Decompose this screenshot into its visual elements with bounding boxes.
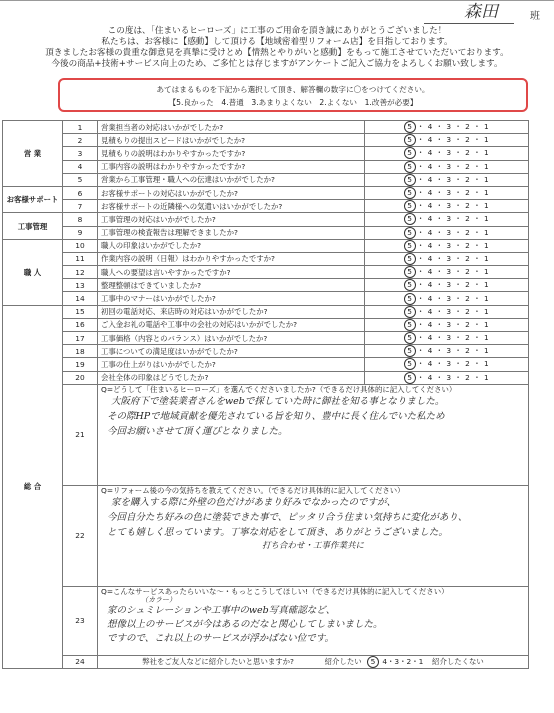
table-row	[3, 147, 529, 160]
circled-score: 5	[404, 240, 416, 252]
circled-score: 5	[404, 319, 416, 331]
question-text: 工事価格（内容とのバランス）はいかがでしたか?	[98, 332, 365, 345]
score-options[interactable]	[365, 252, 529, 265]
score-rest: ・ 4 ・ 3 ・ 2 ・ 1	[416, 280, 490, 290]
score-rest: ・ 4 ・ 3 ・ 2 ・ 1	[416, 161, 490, 171]
team-suffix: 班	[530, 11, 540, 22]
circled-score: 5	[404, 266, 416, 278]
score-rest: ・ 4 ・ 3 ・ 2 ・ 1	[416, 359, 490, 369]
score-options[interactable]	[365, 226, 529, 239]
handwritten-annotation: （カラー）	[141, 595, 176, 604]
score-rest: ・ 4 ・ 3 ・ 2 ・ 1	[416, 267, 490, 277]
circled-score: 5	[404, 200, 416, 212]
question-number: 17	[63, 332, 98, 345]
score-options[interactable]	[365, 292, 529, 305]
score-rest: ・ 4 ・ 3 ・ 2 ・ 1	[416, 293, 490, 303]
score-rest: ・ 4 ・ 3 ・ 2 ・ 1	[416, 135, 490, 145]
question-number: 23	[63, 586, 98, 655]
circled-score: 5	[404, 332, 416, 344]
team-field	[424, 1, 540, 24]
score-rest: ・ 4 ・ 3 ・ 2 ・ 1	[416, 306, 490, 316]
question-text: 工事の仕上がりはいかがでしたか?	[98, 358, 365, 371]
question-number: 2	[63, 134, 98, 147]
question-text: 工事中のマナーはいかがでしたか?	[98, 292, 365, 305]
score-options[interactable]	[365, 239, 529, 252]
referral-question[interactable]	[98, 655, 529, 668]
question-number: 1	[63, 121, 98, 134]
intro-line: 私たちは、お客様に【感動】して頂ける【地域密着型リフォーム店】を目指しております。	[101, 37, 453, 47]
table-row	[3, 292, 529, 305]
question-text: 工事管理の対応はいかがでしたか?	[98, 213, 365, 226]
score-options[interactable]	[365, 147, 529, 160]
question-text: 営業から工事管理・職人への伝達はいかがでしたか?	[98, 173, 365, 186]
circled-score: 5	[404, 253, 416, 265]
question-number: 5	[63, 173, 98, 186]
table-row	[3, 252, 529, 265]
score-rest: ・ 4 ・ 3 ・ 2 ・ 1	[416, 319, 490, 329]
question-text: 工事についての満足度はいかがでしたか?	[98, 345, 365, 358]
question-text: 見積もりの説明はわかりやすかったですか?	[98, 147, 365, 160]
score-rest: ・ 4 ・ 3 ・ 2 ・ 1	[416, 253, 490, 263]
question-number: 21	[63, 384, 98, 485]
circled-score: 5	[404, 187, 416, 199]
question-text: 初回の電話対応、来店時の対応はいかがでしたか?	[98, 305, 365, 318]
category-kanri: 工事管理	[3, 213, 63, 239]
table-row	[3, 332, 529, 345]
circled-score: 5	[367, 656, 379, 668]
score-options[interactable]	[365, 213, 529, 226]
score-rest: ・ 4 ・ 3 ・ 2 ・ 1	[416, 240, 490, 250]
handwritten-answer: 家のシュミレーションや工事中のweb写真確認など、	[107, 604, 336, 616]
circled-score: 5	[404, 134, 416, 146]
score-options[interactable]	[365, 305, 529, 318]
score-options[interactable]	[365, 121, 529, 134]
circled-score: 5	[404, 306, 416, 318]
handwritten-answer: 想像以上のサービスが今はあるのだなと関心してしまいました。	[107, 618, 383, 630]
score-rest: ・ 4 ・ 3 ・ 2 ・ 1	[416, 214, 490, 224]
question-number: 22	[63, 485, 98, 586]
handwritten-answer: その際HPで地域貢献を優先されている旨を知り、豊中に長く住んでいた私ため	[107, 410, 445, 422]
question-text: 職人の印象はいかがでしたか?	[98, 239, 365, 252]
free-answer-21[interactable]	[98, 384, 529, 485]
circled-score: 5	[404, 161, 416, 173]
table-row	[3, 226, 529, 239]
score-options[interactable]	[365, 160, 529, 173]
question-text: 見積もりの提出スピードはいかがでしたか?	[98, 134, 365, 147]
table-row	[3, 279, 529, 292]
question-number: 20	[63, 371, 98, 384]
question-number: 13	[63, 279, 98, 292]
referral-yes-label: 紹介したい	[324, 656, 362, 666]
circled-score: 5	[404, 358, 416, 370]
intro-line: この度は、「住まいるヒーローズ」に工事のご用命を頂き誠にありがとうございました！	[107, 26, 447, 36]
free-question-text: Q=リフォーム後の今の気持ちを教えてください。（できるだけ具体的に記入してください）	[101, 485, 405, 495]
score-options[interactable]	[365, 186, 529, 199]
score-options[interactable]	[365, 200, 529, 213]
table-row	[3, 173, 529, 186]
score-options[interactable]	[365, 345, 529, 358]
table-row	[3, 266, 529, 279]
table-row	[3, 239, 529, 252]
score-options[interactable]	[365, 173, 529, 186]
rating-legend: 【5.良かった 4.普通 3.あまりよくない 2.よくない 1.改善が必要】	[168, 98, 418, 107]
circled-score: 5	[404, 121, 416, 133]
table-row	[3, 371, 529, 384]
intro-line: 頂きましたお客様の貴重な御意見を真摯に受けとめ【情熱とやりがいと感動】をもって施工させていただいております。	[45, 48, 509, 58]
free-answer-23[interactable]	[98, 586, 529, 655]
intro-line: 今後の商品+技術+サービス向上のため、ご多忙とは存じますがアンケートご記入ご協力をよろしくお願い致します。	[51, 59, 503, 69]
free-answer-row-22	[3, 485, 529, 586]
question-number: 10	[63, 239, 98, 252]
score-rest: ・ 4 ・ 3 ・ 2 ・ 1	[416, 148, 490, 158]
question-number: 9	[63, 226, 98, 239]
referral-no-label: 紹介したくない	[432, 656, 484, 666]
question-number: 14	[63, 292, 98, 305]
category-support: お客様サポート	[3, 186, 63, 212]
question-text: 工事内容の説明はわかりやすかったですか?	[98, 160, 365, 173]
table-row	[3, 186, 529, 199]
table-row	[3, 318, 529, 331]
question-number: 11	[63, 252, 98, 265]
table-row	[3, 160, 529, 173]
score-rest: ・ 4 ・ 3 ・ 2 ・ 1	[416, 174, 490, 184]
question-number: 24	[63, 655, 98, 668]
question-text: ご入金お礼の電話や工事中の会社の対応はいかがでしたか?	[98, 318, 365, 331]
question-text: 営業担当者の対応はいかがでしたか?	[98, 121, 365, 134]
circled-score: 5	[404, 227, 416, 239]
question-text: 会社全体の印象はどうでしたか?	[98, 371, 365, 384]
question-text: お客様サポートの対応はいかがでしたか?	[98, 186, 365, 199]
handwritten-answer: ですので、これ以上のサービスが浮かばない位です。	[107, 632, 335, 644]
score-options[interactable]	[365, 358, 529, 371]
intro-text	[0, 26, 554, 70]
score-options[interactable]	[365, 332, 529, 345]
question-number: 4	[63, 160, 98, 173]
score-options[interactable]	[365, 318, 529, 331]
free-answer-row-23	[3, 586, 529, 655]
question-text: お客様サポートの近隣様への気遣いはいかがでしたか?	[98, 200, 365, 213]
question-text: 工事管理の検査報告は理解できましたか?	[98, 226, 365, 239]
instruction-box	[58, 78, 528, 112]
free-question-text: Q=どうして「住まいるヒーローズ」を選んでくださいましたか?（できるだけ具体的に記入してください）	[101, 384, 457, 394]
table-row	[3, 305, 529, 318]
question-text: 職人への要望は言いやすかったですか?	[98, 266, 365, 279]
score-rest: ・ 4 ・ 3 ・ 2 ・ 1	[416, 201, 490, 211]
circled-score: 5	[404, 372, 416, 384]
question-number: 6	[63, 186, 98, 199]
referral-row	[3, 655, 529, 668]
referral-score-rest: 4・3・2・1	[382, 656, 424, 666]
table-row	[3, 134, 529, 147]
circled-score: 5	[404, 213, 416, 225]
category-shokunin: 職 人	[3, 239, 63, 305]
handwritten-answer: 今回お願いさせて頂く運びとなりました。	[107, 425, 288, 437]
circled-score: 5	[404, 293, 416, 305]
circled-score: 5	[404, 147, 416, 159]
score-options[interactable]	[365, 279, 529, 292]
referral-question-text: 弊社をご友人などに紹介したいと思いますか?	[142, 656, 294, 666]
table-row	[3, 200, 529, 213]
question-number: 8	[63, 213, 98, 226]
handwritten-answer: 家を購入する際に外壁の色だけがあまり好みでなかったのですが、	[111, 496, 397, 508]
question-number: 12	[63, 266, 98, 279]
free-answer-22[interactable]	[98, 485, 529, 586]
circled-score: 5	[404, 345, 416, 357]
score-options[interactable]	[365, 266, 529, 279]
free-question-text: Q=こんなサービスあったらいいな～・もっとこうしてほしい!（できるだけ具体的に記入してください）	[101, 586, 449, 596]
team-name-handwritten: 森田	[424, 1, 514, 24]
score-rest: ・ 4 ・ 3 ・ 2 ・ 1	[416, 346, 490, 356]
score-rest: ・ 4 ・ 3 ・ 2 ・ 1	[416, 188, 490, 198]
handwritten-note: 打ち合わせ・工事作業共に	[261, 540, 364, 551]
score-rest: ・ 4 ・ 3 ・ 2 ・ 1	[416, 372, 490, 382]
question-number: 3	[63, 147, 98, 160]
handwritten-answer: とても嬉しく思っています。丁寧な対応をして頂き、ありがとうございました。	[107, 526, 448, 538]
question-number: 19	[63, 358, 98, 371]
category-eigyo: 営 業	[3, 121, 63, 187]
question-number: 7	[63, 200, 98, 213]
circled-score: 5	[404, 279, 416, 291]
instruction-line: あてはまるものを下記から選択して頂き、解答欄の数字に〇をつけてください。	[156, 85, 430, 94]
table-row	[3, 121, 529, 134]
circled-score: 5	[404, 174, 416, 186]
free-answer-row-21	[3, 384, 529, 485]
score-options[interactable]	[365, 371, 529, 384]
score-rest: ・ 4 ・ 3 ・ 2 ・ 1	[416, 333, 490, 343]
table-row	[3, 213, 529, 226]
question-text: 作業内容の説明（日報）はわかりやすかったですか?	[98, 252, 365, 265]
score-options[interactable]	[365, 134, 529, 147]
table-row	[3, 345, 529, 358]
question-text: 整理整頓はできていましたか?	[98, 279, 365, 292]
table-row	[3, 358, 529, 371]
handwritten-answer: 今回自分たち好みの色に塗装できた事で、ピッタリ合う住まい気持ちに変化があり、	[107, 511, 468, 523]
question-number: 16	[63, 318, 98, 331]
category-sogo: 総 合	[3, 305, 63, 668]
question-number: 18	[63, 345, 98, 358]
question-number: 15	[63, 305, 98, 318]
score-rest: ・ 4 ・ 3 ・ 2 ・ 1	[416, 122, 490, 132]
score-rest: ・ 4 ・ 3 ・ 2 ・ 1	[416, 227, 490, 237]
survey-table	[2, 120, 529, 669]
handwritten-answer: 大阪府下で塗装業者さんをwebで探していた時に御社を知る事となりました。	[111, 395, 445, 407]
